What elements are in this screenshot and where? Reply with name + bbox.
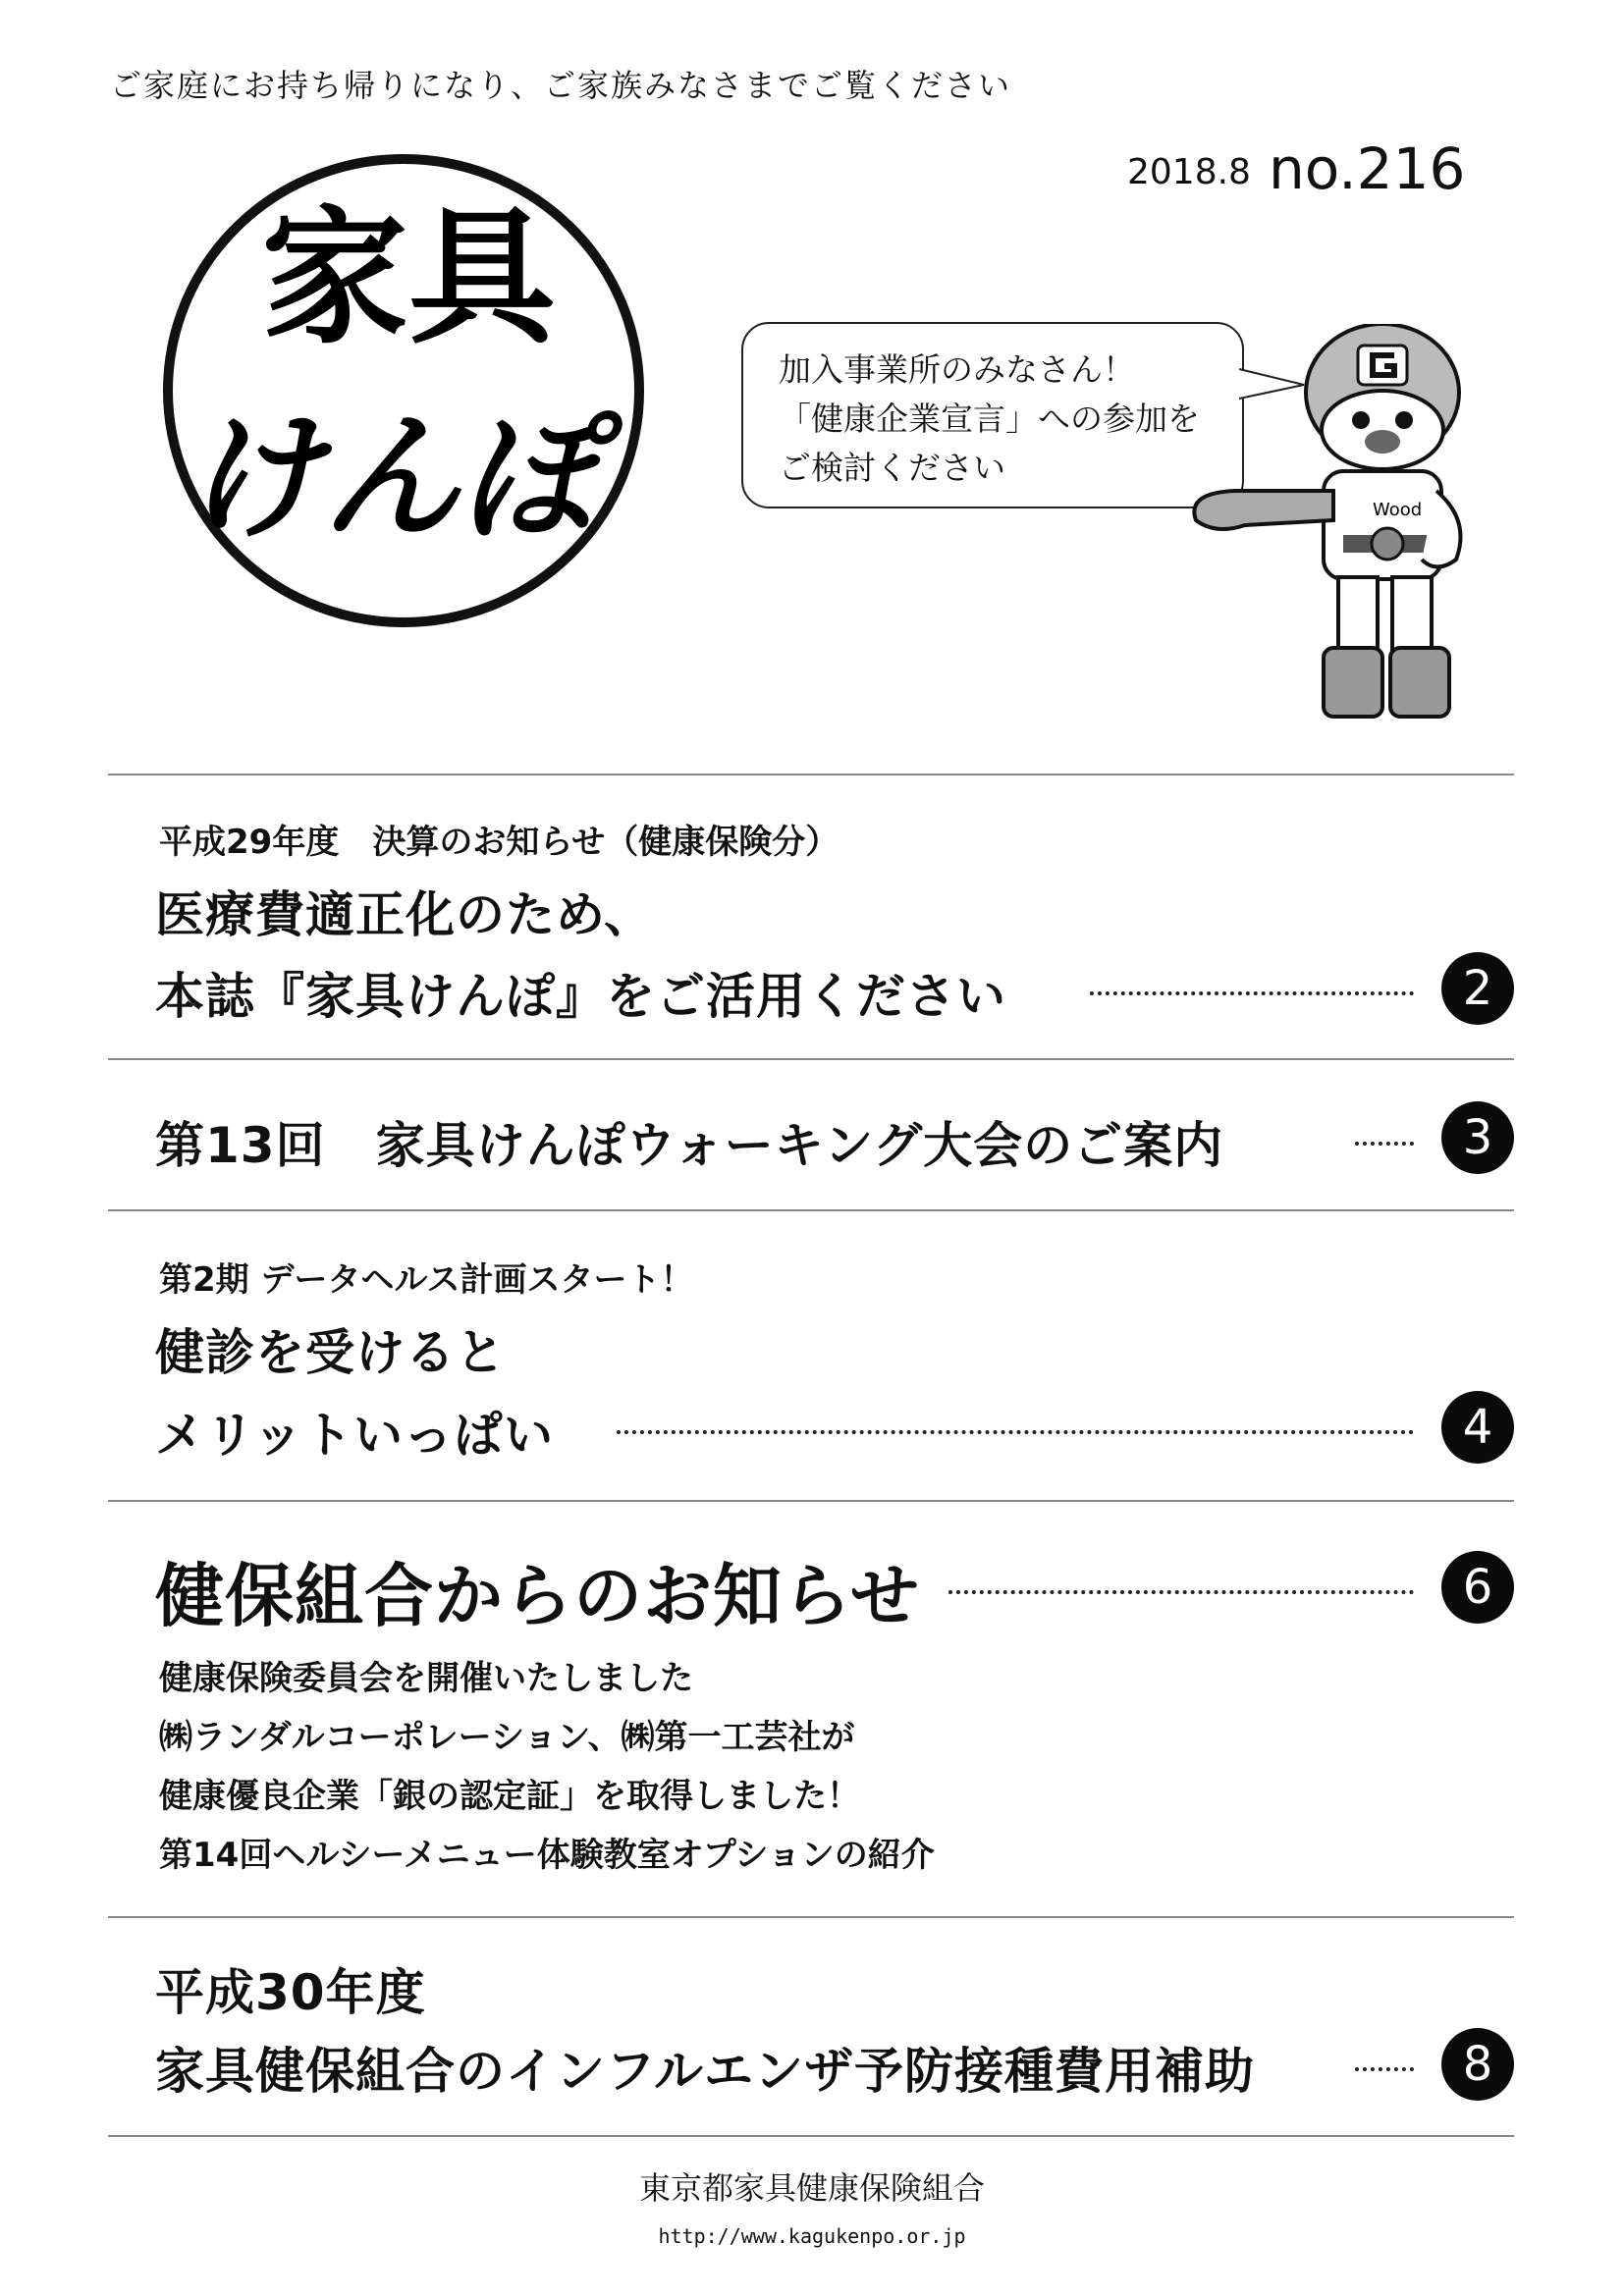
divider (108, 2135, 1514, 2137)
item1-headline: 医療費適正化のため、 (155, 886, 654, 943)
issue-date: 2018.8 (1127, 152, 1251, 192)
page-number-badge: 3 (1441, 1101, 1514, 1174)
logo-line1: 家具 (260, 193, 557, 364)
item4-sub: ㈱ランダルコーポレーション、㈱第一工芸社が (159, 1718, 855, 1757)
dot-leader (948, 1590, 1414, 1594)
divider (108, 1209, 1514, 1211)
item5-headline: 家具健保組合のインフルエンザ予防接種費用補助 (155, 2043, 1255, 2100)
tagline: ご家庭にお持ち帰りになり、ご家族みなさまでご覧ください (110, 67, 1012, 104)
divider (108, 1916, 1514, 1918)
issue-number: no.216 (1269, 135, 1466, 202)
item4-sub: 第14回ヘルシーメニュー体験教室オプションの紹介 (159, 1836, 935, 1875)
page-number-badge: 6 (1441, 1551, 1514, 1624)
item3-headline: メリットいっぱい (155, 1407, 554, 1464)
item4-sub: 健康優良企業「銀の認定証」を取得しました！ (159, 1777, 860, 1816)
item3-kicker: 第2期 データヘルス計画スタート！ (159, 1260, 694, 1300)
dot-leader (617, 1430, 1414, 1434)
svg-text:Wood: Wood (1373, 500, 1423, 520)
item1-kicker: 平成29年度 決算のお知らせ（健康保険分） (159, 823, 839, 862)
item4-title: 健保組合からのお知らせ (155, 1556, 920, 1636)
mascot-character-icon (1176, 324, 1500, 736)
logo-line2: けんぽ (184, 398, 598, 559)
dot-leader (1090, 991, 1414, 995)
dot-leader (1355, 1142, 1414, 1146)
page-number-badge: 8 (1441, 2028, 1514, 2101)
page-number-badge: 4 (1441, 1391, 1514, 1464)
item3-headline: 健診を受けると (155, 1324, 506, 1381)
item5-headline: 平成30年度 (155, 1964, 426, 2021)
item2-headline: 第13回 家具けんぽウォーキング大会のご案内 (155, 1117, 1224, 1174)
divider (108, 1058, 1514, 1060)
divider (108, 1500, 1514, 1502)
divider (108, 774, 1514, 775)
logo-circle-icon (155, 147, 652, 634)
dot-leader (1355, 2067, 1414, 2071)
item1-headline: 本誌『家具けんぽ』をご活用ください (155, 968, 1006, 1025)
masthead-logo (155, 147, 652, 634)
page-number-badge: 2 (1441, 952, 1514, 1025)
bubble-line: 加入事業所のみなさん！ (779, 350, 1135, 389)
item4-sub: 健康保険委員会を開催いたしました (159, 1659, 693, 1698)
footer-organization: 東京都家具健康保険組合 (638, 2169, 985, 2207)
bubble-line: ご検討ください (779, 449, 1005, 487)
speech-bubble (741, 322, 1244, 508)
footer-url[interactable]: http://www.kagukenpo.or.jp (658, 2224, 966, 2248)
bubble-line: 「健康企業宣言」への参加を (779, 400, 1200, 438)
